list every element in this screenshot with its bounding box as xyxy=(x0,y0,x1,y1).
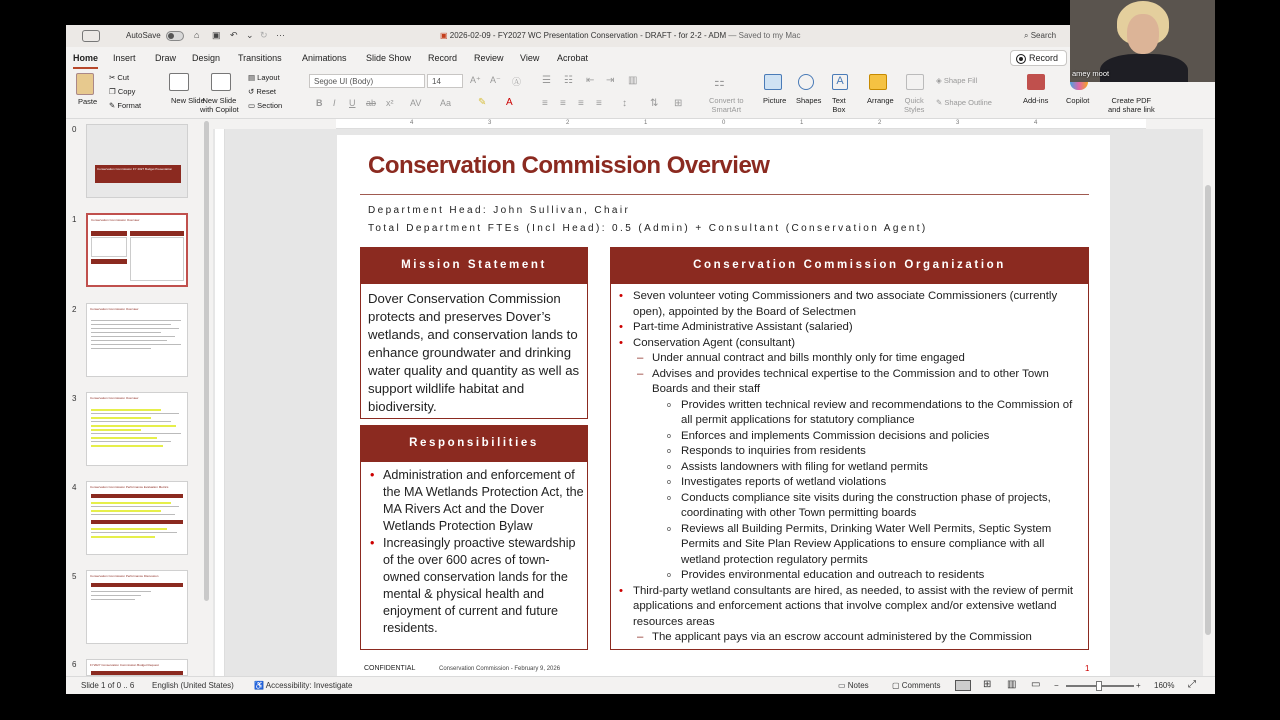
search-box[interactable]: ⌕ Search xyxy=(1024,31,1057,40)
tab-animations[interactable]: Animations xyxy=(302,53,347,63)
brush-icon: ✎ xyxy=(109,101,118,110)
text-box-icon[interactable]: A xyxy=(832,74,848,90)
tab-view[interactable]: View xyxy=(520,53,540,63)
copy-icon: ❐ xyxy=(109,87,118,96)
slide-thumbnail-3[interactable]: Conservation Commission Overview xyxy=(86,392,188,466)
tab-home[interactable]: Home xyxy=(73,53,99,63)
align-center-icon[interactable]: ≡ xyxy=(560,98,566,109)
accessibility-icon: ♿ xyxy=(254,681,266,690)
list-item: o Reviews all Building Permits, Drinking Water Well Permits, Septic System Permits and Site Plan Review Applications to ensure compliance with all wetland protection regulatory permits xyxy=(617,522,1085,569)
accessibility-button[interactable]: ♿ Accessibility: Investigate xyxy=(254,681,353,690)
organization-header: Conservation Commission Organization xyxy=(611,248,1088,284)
powerpoint-file-icon: ▣ xyxy=(440,31,450,40)
home-icon[interactable]: ⌂ xyxy=(194,30,200,40)
shape-outline-button[interactable]: ✎ Shape Outline xyxy=(936,98,992,107)
list-item: o Enforces and implements Commission decisions and policies xyxy=(617,429,1085,445)
align-text-icon[interactable]: ⊞ xyxy=(674,98,683,109)
pen-icon: ✎ xyxy=(936,98,945,107)
copilot-button[interactable]: Copilot xyxy=(1066,96,1090,105)
list-item: o Provides written technical review and recommendations to the Commission of all permit applications for statutory compliance xyxy=(617,398,1085,429)
shapes-icon[interactable] xyxy=(798,74,814,90)
thumbnail-scrollbar[interactable] xyxy=(204,121,209,601)
char-spacing-icon[interactable]: AV xyxy=(410,98,422,108)
status-bar xyxy=(66,676,1215,694)
comment-icon: ▢ xyxy=(892,681,902,690)
editor-scrollbar[interactable] xyxy=(1205,185,1211,635)
reset-button[interactable]: ↺ Reset xyxy=(248,87,276,96)
tab-draw[interactable]: Draw xyxy=(155,53,177,63)
change-case-icon[interactable]: Aa xyxy=(440,98,452,108)
ribbon-tabs xyxy=(66,47,1215,69)
arrange-icon[interactable] xyxy=(869,74,887,90)
thumbnail-number: 3 xyxy=(72,394,77,403)
more-icon[interactable]: ··· xyxy=(276,30,285,40)
save-icon[interactable]: ▣ xyxy=(212,30,221,40)
list-item: o Provides environmental education and outreach to residents xyxy=(617,568,1085,584)
ribbon xyxy=(66,69,1215,119)
tab-record[interactable]: Record xyxy=(428,53,458,63)
zoom-in-icon[interactable]: + xyxy=(1136,681,1141,690)
list-item: • Conservation Agent (consultant) xyxy=(617,336,1085,352)
justify-icon[interactable]: ≡ xyxy=(596,98,602,109)
tab-slide-show[interactable]: Slide Show xyxy=(366,53,412,63)
slide-thumbnail-1[interactable]: Conservation Commission Overview xyxy=(86,213,188,287)
bold-icon[interactable]: B xyxy=(316,98,323,108)
font-shrink-icon[interactable]: A⁻ xyxy=(490,75,501,85)
list-item: • Seven volunteer voting Commissioners and two associate Commissioners (currently open), appointed by the Board of Selectmen xyxy=(617,289,1085,320)
powerpoint-window xyxy=(66,25,1215,694)
increase-indent-icon[interactable]: ⇥ xyxy=(606,75,615,86)
thumbnail-number: 6 xyxy=(72,660,77,669)
add-ins-button[interactable]: Add-ins xyxy=(1023,96,1049,105)
department-head-text[interactable]: Department Head: John Sullivan, Chair xyxy=(368,205,631,216)
zoom-out-icon[interactable]: − xyxy=(1054,681,1059,690)
list-item: – Advises and provides technical expertise to the Commission and to other Town Boards and their staff xyxy=(617,367,1085,398)
text-direction-icon[interactable]: ⇅ xyxy=(650,98,659,109)
notes-button[interactable]: ▭ Notes xyxy=(838,681,869,690)
zoom-slider-thumb[interactable] xyxy=(1096,681,1102,691)
slide-sorter-icon[interactable]: ⊞ xyxy=(983,679,992,690)
chevron-down-icon[interactable]: ⌄ xyxy=(246,30,254,40)
list-item: • Part-time Administrative Assistant (salaried) xyxy=(617,320,1085,336)
title-divider xyxy=(360,194,1089,195)
slide-page-number: 1 xyxy=(1085,664,1090,673)
layout-button[interactable]: ▤ Layout xyxy=(248,73,280,82)
thumbnail-number: 5 xyxy=(72,572,77,581)
format-painter-button[interactable]: ✎ Format xyxy=(109,101,142,110)
thumbnail-number: 0 xyxy=(72,125,77,134)
list-item: o Responds to inquiries from residents xyxy=(617,444,1085,460)
decrease-indent-icon[interactable]: ⇤ xyxy=(586,75,595,86)
add-ins-icon[interactable] xyxy=(1027,74,1045,90)
shapes-button[interactable]: Shapes xyxy=(796,96,822,105)
new-slide-icon[interactable] xyxy=(169,73,189,91)
text-box-button[interactable]: Text Box xyxy=(832,96,846,114)
thumbnail-number: 4 xyxy=(72,483,77,492)
font-size-dropdown[interactable]: 14 xyxy=(427,74,463,88)
font-grow-icon[interactable]: A⁺ xyxy=(470,75,481,85)
responsibilities-header: Responsibilities xyxy=(361,426,587,462)
list-item: – Under annual contract and bills monthly only for time engaged xyxy=(617,351,1085,367)
create-pdf-button[interactable]: Create PDF and share link xyxy=(1108,96,1155,114)
current-slide[interactable] xyxy=(337,135,1110,676)
paint-bucket-icon: ◈ xyxy=(936,76,944,85)
tab-insert[interactable]: Insert xyxy=(113,53,136,63)
italic-icon[interactable]: I xyxy=(333,98,336,108)
new-slide-button[interactable]: New Slide xyxy=(171,96,205,105)
paste-icon[interactable] xyxy=(76,73,94,95)
mission-statement-box[interactable] xyxy=(360,247,588,419)
list-item: • Increasingly proactive stewardship of the over 600 acres of town-owned conservation lands for the mental & physical health and enjoyment of current and future residents. xyxy=(368,535,586,637)
superscript-icon[interactable]: x² xyxy=(386,98,394,108)
redo-icon[interactable]: ↻ xyxy=(260,30,268,40)
reading-view-icon[interactable]: ▥ xyxy=(1007,679,1017,690)
slide-thumbnail-panel xyxy=(66,119,213,676)
ftes-text[interactable]: Total Department FTEs (Incl Head): 0.5 (Admin) + Consultant (Conservation Agent) xyxy=(368,223,928,234)
picture-icon[interactable] xyxy=(764,74,782,90)
quick-styles-button[interactable]: Quick Styles xyxy=(904,96,925,114)
highlight-icon[interactable]: ✎ xyxy=(478,97,487,108)
autosave-toggle[interactable] xyxy=(166,31,184,41)
normal-view-icon[interactable] xyxy=(955,680,971,691)
arrange-button[interactable]: Arrange xyxy=(867,96,894,105)
new-slide-copilot-icon[interactable] xyxy=(211,73,231,91)
new-slide-copilot-button[interactable]: New Slide with Copilot xyxy=(200,96,239,114)
video-call-tile[interactable] xyxy=(1070,0,1215,82)
reset-icon: ↺ xyxy=(248,87,257,96)
scissors-icon: ✂ xyxy=(109,73,118,82)
thumbnail-number: 2 xyxy=(72,305,77,314)
list-item: o Conducts compliance site visits during the construction phase of projects, coordinating with other Town permitting boards xyxy=(617,491,1085,522)
list-item: o Investigates reports of wetland violations xyxy=(617,475,1085,491)
paste-button[interactable]: Paste xyxy=(78,97,98,106)
organization-box[interactable] xyxy=(610,247,1089,650)
slide-footer: Conservation Commission - February 9, 2026 xyxy=(439,666,561,672)
picture-button[interactable]: Picture xyxy=(763,96,787,105)
layout-icon: ▤ xyxy=(248,73,258,82)
slide-thumbnail-5[interactable]: Conservation Commission Performance Discussion xyxy=(86,570,188,644)
smartart-icon[interactable]: ⚏ xyxy=(714,75,725,89)
slide-thumbnail-6[interactable]: FY2027 Conservation Commission Budget Request xyxy=(86,659,188,676)
font-color-icon[interactable]: A xyxy=(506,97,513,108)
section-button[interactable]: ▭ Section xyxy=(248,101,283,110)
underline-icon[interactable]: U xyxy=(349,98,356,108)
slide-title[interactable]: Conservation Commission Overview xyxy=(368,152,770,179)
list-item: – The applicant pays via an escrow account administered by the Commission xyxy=(617,630,1085,646)
copy-button[interactable]: ❐ Copy xyxy=(109,87,136,96)
undo-icon[interactable]: ↶ xyxy=(230,30,238,40)
language-indicator[interactable]: English (United States) xyxy=(152,681,234,690)
tab-transitions[interactable]: Transitions xyxy=(238,53,282,63)
sidebar-toggle-button[interactable] xyxy=(82,30,100,42)
convert-smartart-button[interactable]: Convert to SmartArt xyxy=(709,96,744,114)
document-title: ▣ 2026-02-09 - FY2027 WC Presentation Conservation - DRAFT - for 2-2 - ADM — Saved to my Mac xyxy=(440,31,801,40)
responsibilities-box[interactable] xyxy=(360,425,588,650)
align-right-icon[interactable]: ≡ xyxy=(578,98,584,109)
clear-format-icon[interactable]: Ⓐ xyxy=(512,77,522,87)
notes-icon: ▭ xyxy=(838,681,848,690)
search-icon: ⌕ xyxy=(1024,31,1031,40)
confidential-label: CONFIDENTIAL xyxy=(364,665,416,672)
section-icon: ▭ xyxy=(248,101,258,110)
list-item: o Assists landowners with filing for wetland permits xyxy=(617,460,1085,476)
tab-review[interactable]: Review xyxy=(474,53,504,63)
slideshow-icon[interactable]: ▭ xyxy=(1031,679,1041,690)
tab-design[interactable]: Design xyxy=(192,53,221,63)
tab-acrobat[interactable]: Acrobat xyxy=(557,53,589,63)
thumbnail-number: 1 xyxy=(72,215,77,224)
slide-thumbnail-0[interactable]: Conservation Commission FY 2027 Budget Presentation xyxy=(86,124,188,198)
quick-styles-icon[interactable] xyxy=(906,74,924,90)
columns-icon[interactable]: ▥ xyxy=(628,75,638,86)
numbering-icon[interactable]: ☷ xyxy=(564,75,573,86)
horizontal-ruler: 4 3 2 1 0 1 2 3 4 xyxy=(336,119,1146,129)
list-item: • Third-party wetland consultants are hired, as needed, to assist with the review of permit applications and enforcement actions that involve complex and/or extensive wetland resources areas xyxy=(617,584,1085,631)
participant-name: amey moot xyxy=(1072,69,1110,78)
line-spacing-icon[interactable]: ↕ xyxy=(622,98,627,109)
shape-fill-button[interactable]: ◈ Shape Fill xyxy=(936,76,978,85)
vertical-ruler xyxy=(215,129,225,676)
record-button[interactable]: Record xyxy=(1010,50,1067,66)
fit-to-window-icon[interactable]: ⤢ xyxy=(1188,679,1196,690)
mission-statement-text: Dover Conservation Commission protects and preserves Dover’s wetlands, and conservation lands to enhance groundwater and drinking water quality and quantity as well as support wildlife habitat and biodiversity. xyxy=(368,291,580,414)
font-name-dropdown[interactable]: Segoe UI (Body) xyxy=(309,74,425,88)
title-bar xyxy=(66,25,1215,47)
bullets-icon[interactable]: ☰ xyxy=(542,75,551,86)
slide-thumbnail-2[interactable]: Conservation Commission Overview xyxy=(86,303,188,377)
slide-counter: Slide 1 of 0 .. 6 xyxy=(81,681,135,690)
comments-button[interactable]: ▢ Comments xyxy=(892,681,941,690)
list-item: • Administration and enforcement of the MA Wetlands Protection Act, the MA Rivers Act and the Dover Wetlands Protection Bylaw xyxy=(368,467,586,535)
align-left-icon[interactable]: ≡ xyxy=(542,98,548,109)
slide-thumbnail-4[interactable]: Conservation Commission Performance Evaluation Metrics xyxy=(86,481,188,555)
autosave-label: AutoSave xyxy=(126,31,161,40)
zoom-level[interactable]: 160% xyxy=(1154,681,1175,690)
cut-button[interactable]: ✂ Cut xyxy=(109,73,130,82)
mission-statement-header: Mission Statement xyxy=(361,248,587,284)
strikethrough-icon[interactable]: ab xyxy=(366,98,377,108)
